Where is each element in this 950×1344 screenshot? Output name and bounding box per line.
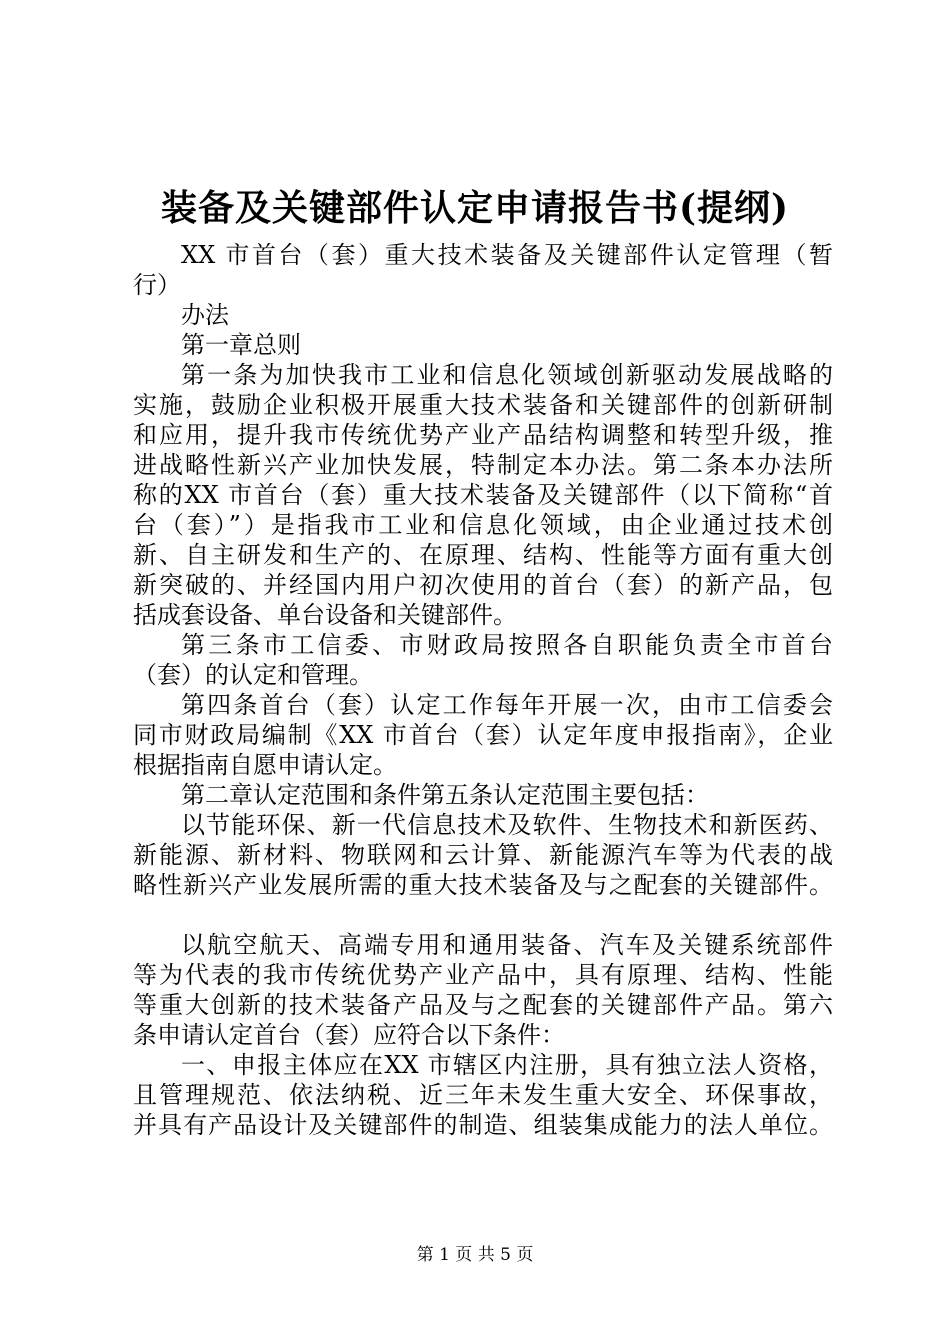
paragraph-line: 以航空航天、高端专用和通用装备、汽车及关键系统部件 [181,931,833,959]
paragraph-line: 新能源、新材料、物联网和云计算、新能源汽车等为代表的战 [133,841,833,869]
paragraph-line: 第三条市工信委、市财政局按照各自职能负责全市首台 [181,631,833,659]
chapter-heading: 第二章认定范围和条件第五条认定范围主要包括： [181,781,709,809]
paragraph-line: 一、申报主体应在XX 市辖区内注册，具有独立法人资格， [181,1051,833,1079]
document-body [133,240,833,1140]
paragraph-line: 且管理规范、依法纳税、近三年未发生重大安全、环保事故， [133,1081,833,1109]
paragraph-line: 行） [133,271,181,299]
paragraph-line: 进战略性新兴产业加快发展，特制定本办法。第二条本办法所 [133,451,833,479]
paragraph-gap [133,900,833,930]
paragraph-line: 略性新兴产业发展所需的重大技术装备及与之配套的关键部件。 [133,871,833,899]
page-number: 第 1 页 共 5 页 [416,1245,534,1265]
paragraph-line: 括成套设备、单台设备和关键部件。 [133,601,517,629]
paragraph-line: 台（套）”）是指我市工业和信息化领域，由企业通过技术创 [133,511,833,539]
paragraph-line: 办法 [181,301,229,329]
paragraph-line: （套）的认定和管理。 [133,661,373,689]
paragraph-line: 条申请认定首台（套）应符合以下条件： [133,1021,565,1049]
paragraph-line: 同市财政局编制《XX 市首台（套）认定年度申报指南》，企业 [133,721,833,749]
paragraph-line: 新突破的、并经国内用户初次使用的首台（套）的新产品，包 [133,571,833,599]
paragraph-line: 根据指南自愿申请认定。 [133,751,397,779]
paragraph-line: 实施，鼓励企业积极开展重大技术装备和关键部件的创新研制 [133,391,833,419]
paragraph-line: 称的XX 市首台（套）重大技术装备及关键部件（以下简称“首 [133,481,833,509]
chapter-heading: 第一章总则 [181,331,301,359]
document-title: 装备及关键部件认定申请报告书(提纲) [160,187,790,229]
paragraph-line: XX 市首台（套）重大技术装备及关键部件认定管理（暂 [181,241,833,269]
paragraph-line: 第四条首台（套）认定工作每年开展一次，由市工信委会 [181,691,833,719]
paragraph-line: 新、自主研发和生产的、在原理、结构、性能等方面有重大创 [133,541,833,569]
paragraph-line: 等为代表的我市传统优势产业产品中，具有原理、结构、性能 [133,961,833,989]
paragraph-line: 并具有产品设计及关键部件的制造、组装集成能力的法人单位。 [133,1111,833,1139]
paragraph-line: 等重大创新的技术装备产品及与之配套的关键部件产品。第六 [133,991,833,1019]
paragraph-line: 第一条为加快我市工业和信息化领域创新驱动发展战略的 [181,361,833,389]
paragraph-line: 以节能环保、新一代信息技术及软件、生物技术和新医药、 [181,811,833,839]
paragraph-line: 和应用，提升我市传统优势产业产品结构调整和转型升级，推 [133,421,833,449]
